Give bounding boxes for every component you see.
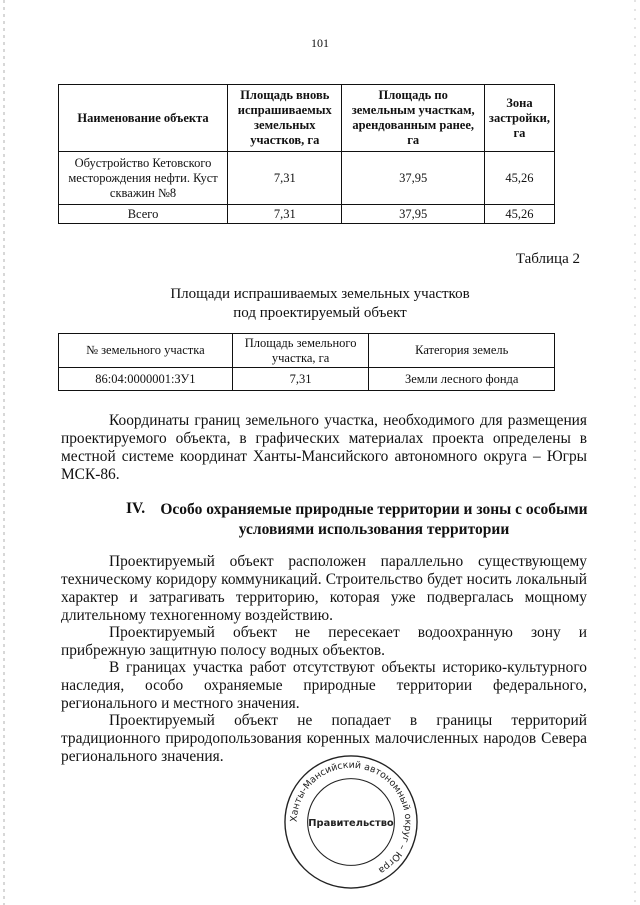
land-area-table (58, 84, 555, 224)
table-header-row (59, 334, 555, 368)
scan-edge-right (634, 0, 636, 905)
cell-plot-number: 86:04:0000001:ЗУ1 (59, 368, 233, 391)
requested-plots-table (58, 333, 555, 391)
col-header-build-zone: Зона застройки, га (484, 85, 554, 152)
table-2-label: Таблица 2 (515, 251, 580, 267)
cell-total-new-area: 7,31 (228, 205, 342, 224)
page-number: 101 (311, 36, 329, 50)
cell-land-category: Земли лесного фонда (369, 368, 555, 391)
table-row (59, 368, 555, 391)
paragraph-water-zone: Проектируемый объект не пересекает водоохранную зону и прибрежную защитную полосу водных объектов. (61, 624, 587, 659)
col-header-plot-number: № земельного участка (59, 334, 233, 368)
section-title-line-1: Особо охраняемые природные территории и зоны с особыми (160, 501, 588, 518)
cell-build-zone: 45,26 (484, 152, 554, 205)
col-header-new-area: Площадь вновь испрашиваемых земельных участков, га (228, 85, 342, 152)
section-number: IV. (126, 500, 146, 517)
seal-center-text: Правительство (308, 817, 394, 829)
section-title-line-2: условиями использования территории (238, 521, 510, 538)
cell-object-name: Обустройство Кетовского месторождения нефти. Куст скважин №8 (59, 152, 228, 205)
cell-leased-area: 37,95 (342, 152, 484, 205)
cell-total-leased-area: 37,95 (342, 205, 484, 224)
section-title (160, 500, 588, 540)
col-header-plot-area: Площадь земельного участка, га (232, 334, 369, 368)
table-header-row (59, 85, 555, 152)
official-seal (282, 753, 420, 891)
table-total-row (59, 205, 555, 224)
col-header-land-category: Категория земель (369, 334, 555, 368)
cell-total-build-zone: 45,26 (484, 205, 554, 224)
paragraph-heritage: В границах участка работ отсутствуют объекты историко-культурного наследия, особо охраняемые природные территории федерального, регионального и местного значения. (61, 659, 587, 712)
col-header-leased-area: Площадь по земельным участкам, арендованным ранее, га (342, 85, 484, 152)
cell-total-label: Всего (59, 205, 228, 224)
table-2-title-line-2: под проектируемый объект (233, 305, 407, 321)
table-row (59, 152, 555, 205)
cell-new-area: 7,31 (228, 152, 342, 205)
coordinates-paragraph: Координаты границ земельного участка, необходимого для размещения проектируемого объекта, в графических материалах проекта определены в местной системе координат Ханты-Мансийского автономного округа – Югры МСК-86. (61, 412, 587, 483)
seal-ring-text: Ханты-Мансийский автономный округ – Югра (288, 759, 414, 876)
col-header-object-name: Наименование объекта (59, 85, 228, 152)
scan-edge-left (3, 0, 5, 905)
paragraph-location: Проектируемый объект расположен параллельно существующему техническому коридору коммуникаций. Строительство будет носить локальный характер и затрагивать территорию, которая уже подвергалась мощному длительному техногенному воздействию. (61, 553, 587, 624)
table-2-title-line-1: Площади испрашиваемых земельных участков (170, 286, 470, 302)
paragraph-traditional-land: Проектируемый объект не попадает в границы территорий традиционного природопользования коренных малочисленных народов Севера регионального значения. (61, 712, 587, 765)
cell-plot-area: 7,31 (232, 368, 369, 391)
